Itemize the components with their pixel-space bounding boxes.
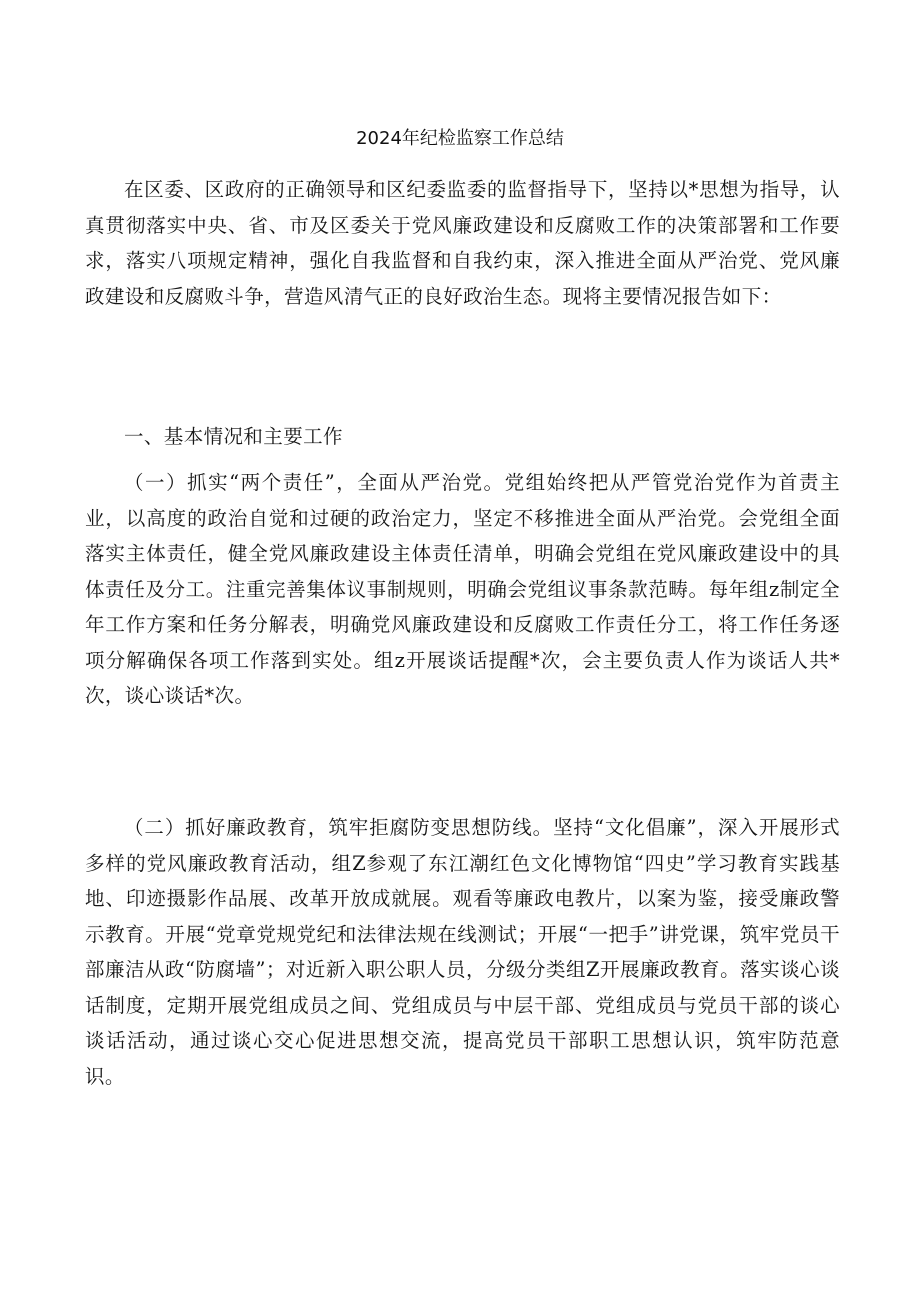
section-heading: 一、基本情况和主要工作 <box>124 425 343 448</box>
intro-paragraph: 在区委、区政府的正确领导和区纪委监委的监督指导下，坚持以*思想为指导，认真贯彻落实中央、省、市及区委关于党风廉政建设和反腐败工作的决策部署和工作要求，落实八项规定精神，强化自我监督和自我约束，深入推进全面从严治党、党风廉政建设和反腐败斗争，营造风清气正的良好政治生态。现将主要情况报告如下： <box>85 178 840 308</box>
paragraph-education: （二）抓好廉政教育，筑牢拒腐防变思想防线。坚持“文化倡廉”，深入开展形式多样的党风廉政教育活动，组Z参观了东江潮红色文化博物馆“四史”学习教育实践基地、印迹摄影作品展、改革开放成就展。观看等廉政电教片，以案为鉴，接受廉政警示教育。开展“党章党规党纪和法律法规在线测试；开展“一把手”讲党课，筑牢党员干部廉洁从政“防腐墙”；对近新入职公职人员，分级分类组Z开展廉政教育。落实谈心谈话制度，定期开展党组成员之间、党组成员与中层干部、党组成员与党员干部的谈心谈话活动，通过谈心交心促进思想交流，提高党员干部职工思想认识，筑牢防范意识。 <box>85 816 840 1088</box>
paragraph-responsibility: （一）抓实“两个责任”，全面从严治党。党组始终把从严管党治党作为首责主业，以高度的政治自觉和过硬的政治定力，坚定不移推进全面从严治党。会党组全面落实主体责任，健全党风廉政建设主体责任清单，明确会党组在党风廉政建设中的具体责任及分工。注重完善集体议事制规则，明确会党组议事条款范畴。每年组z制定全年工作方案和任务分解表，明确党风廉政建设和反腐败工作责任分工，将工作任务逐项分解确保各项工作落到实处。组z开展谈话提醒*次，会主要负责人作为谈话人共*次，谈心谈话*次。 <box>85 471 840 707</box>
document-title: 2024年纪检监察工作总结 <box>356 128 564 149</box>
